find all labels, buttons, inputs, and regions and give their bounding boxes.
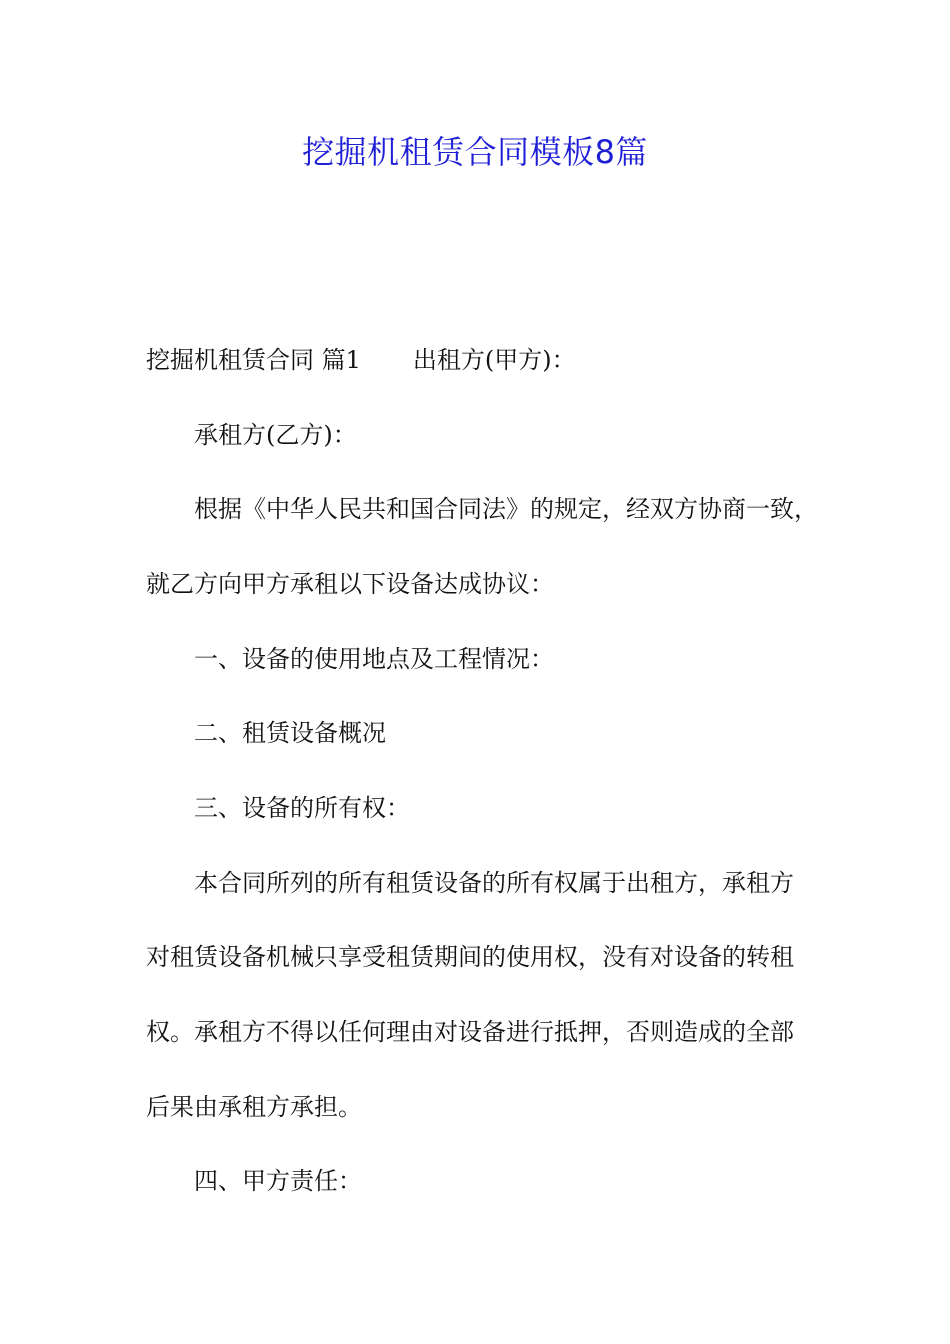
paragraph-line: 权。承租方不得以任何理由对设备进行抵押，否则造成的全部 <box>146 1018 794 1046</box>
document-title: 挖掘机租赁合同模板8篇 <box>302 133 648 171</box>
paragraph-line: 本合同所列的所有租赁设备的所有权属于出租方，承租方 <box>194 869 794 897</box>
lessor-label: 出租方(甲方)： <box>412 346 576 374</box>
article-heading: 挖掘机租赁合同 篇1 <box>146 346 361 374</box>
section-heading: 四、甲方责任： <box>194 1167 362 1195</box>
paragraph-line: 根据《中华人民共和国合同法》的规定，经双方协商一致， <box>194 495 818 523</box>
paragraph-line: 后果由承租方承担。 <box>146 1093 362 1121</box>
lessee-label: 承租方(乙方)： <box>194 421 357 449</box>
section-heading: 三、设备的所有权： <box>194 794 410 822</box>
heading-line <box>146 343 836 377</box>
paragraph-line: 就乙方向甲方承租以下设备达成协议： <box>146 570 554 598</box>
paragraph-line: 对租赁设备机械只享受租赁期间的使用权，没有对设备的转租 <box>146 943 794 971</box>
section-heading: 一、设备的使用地点及工程情况： <box>194 645 554 673</box>
section-heading: 二、租赁设备概况 <box>194 719 386 747</box>
